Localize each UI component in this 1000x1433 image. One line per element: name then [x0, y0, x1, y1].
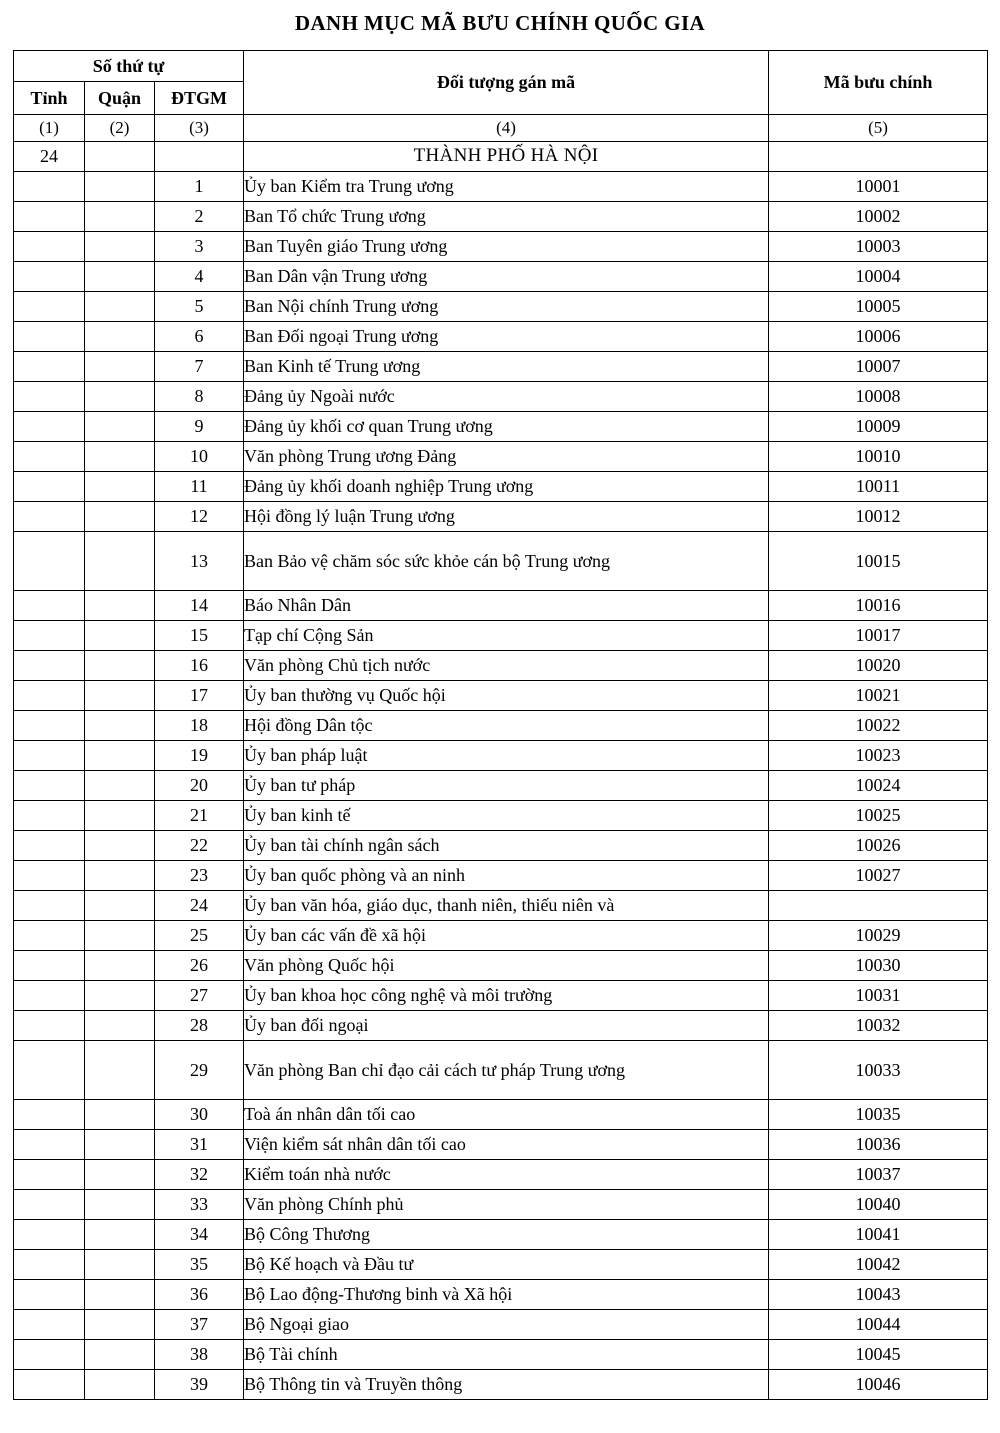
cell-ma-buu-chinh: 10044	[769, 1310, 988, 1340]
cell-tinh	[14, 322, 85, 352]
cell-doi-tuong: Kiểm toán nhà nước	[244, 1160, 769, 1190]
cell-tinh	[14, 502, 85, 532]
cell-doi-tuong: Ủy ban pháp luật	[244, 741, 769, 771]
cell-doi-tuong: Báo Nhân Dân	[244, 591, 769, 621]
cell-tinh	[14, 681, 85, 711]
table-row	[14, 1370, 988, 1400]
cell-doi-tuong: Ủy ban quốc phòng và an ninh	[244, 861, 769, 891]
cell-ma-buu-chinh: 10017	[769, 621, 988, 651]
cell-ma-buu-chinh: 10040	[769, 1190, 988, 1220]
cell-tinh	[14, 1011, 85, 1041]
column-header-doi-tuong-gan-ma: Đối tượng gán mã	[244, 51, 769, 115]
table-row	[14, 771, 988, 801]
cell-ma-buu-chinh: 10004	[769, 262, 988, 292]
cell-ma-buu-chinh: 10037	[769, 1160, 988, 1190]
cell-ma-buu-chinh: 10021	[769, 681, 988, 711]
cell-dtgm: 4	[155, 262, 244, 292]
cell-dtgm: 11	[155, 472, 244, 502]
cell-quan	[85, 1041, 155, 1100]
table-row	[14, 232, 988, 262]
cell-quan	[85, 951, 155, 981]
table-header	[14, 51, 988, 115]
cell-tinh	[14, 1041, 85, 1100]
table-row	[14, 172, 988, 202]
cell-ma-buu-chinh: 10045	[769, 1340, 988, 1370]
cell-dtgm: 38	[155, 1340, 244, 1370]
cell-dtgm: 22	[155, 831, 244, 861]
cell-quan	[85, 621, 155, 651]
cell-quan	[85, 651, 155, 681]
cell-tinh	[14, 382, 85, 412]
cell-ma-buu-chinh: 10025	[769, 801, 988, 831]
cell-doi-tuong: Viện kiểm sát nhân dân tối cao	[244, 1130, 769, 1160]
cell-ma-buu-chinh: 10012	[769, 502, 988, 532]
cell-tinh	[14, 771, 85, 801]
column-header-so-thu-tu: Số thứ tự	[14, 51, 244, 82]
cell-quan	[85, 1340, 155, 1370]
cell-dtgm: 32	[155, 1160, 244, 1190]
table-row	[14, 1130, 988, 1160]
cell-doi-tuong: Ủy ban tài chính ngân sách	[244, 831, 769, 861]
cell-tinh	[14, 801, 85, 831]
cell-dtgm: 28	[155, 1011, 244, 1041]
cell-dtgm: 39	[155, 1370, 244, 1400]
table-row	[14, 951, 988, 981]
cell-ma-buu-chinh: 10006	[769, 322, 988, 352]
cell-tinh	[14, 1250, 85, 1280]
cell-quan	[85, 352, 155, 382]
cell-tinh	[14, 1100, 85, 1130]
table-row	[14, 1280, 988, 1310]
cell-dtgm: 33	[155, 1190, 244, 1220]
cell-doi-tuong: Ủy ban khoa học công nghệ và môi trường	[244, 981, 769, 1011]
table-row	[14, 352, 988, 382]
cell-quan	[85, 981, 155, 1011]
cell-dtgm: 1	[155, 172, 244, 202]
table-row	[14, 1160, 988, 1190]
cell-quan	[85, 591, 155, 621]
table-row	[14, 322, 988, 352]
cell-tinh	[14, 891, 85, 921]
cell-ma-buu-chinh	[769, 891, 988, 921]
cell-doi-tuong: Văn phòng Chủ tịch nước	[244, 651, 769, 681]
region-code	[769, 142, 988, 172]
cell-ma-buu-chinh: 10002	[769, 202, 988, 232]
table-row	[14, 472, 988, 502]
region-name: THÀNH PHỐ HÀ NỘI	[244, 142, 769, 172]
cell-tinh	[14, 1160, 85, 1190]
cell-quan	[85, 382, 155, 412]
cell-ma-buu-chinh: 10020	[769, 651, 988, 681]
table-row	[14, 1310, 988, 1340]
cell-doi-tuong: Ủy ban thường vụ Quốc hội	[244, 681, 769, 711]
region-dtgm	[155, 142, 244, 172]
page-title: DANH MỤC MÃ BƯU CHÍNH QUỐC GIA	[294, 11, 706, 35]
cell-doi-tuong: Văn phòng Quốc hội	[244, 951, 769, 981]
cell-tinh	[14, 1280, 85, 1310]
cell-doi-tuong: Hội đồng Dân tộc	[244, 711, 769, 741]
column-header-tinh: Tỉnh	[14, 82, 85, 115]
cell-doi-tuong: Tạp chí Cộng Sản	[244, 621, 769, 651]
table-row	[14, 532, 988, 591]
cell-dtgm: 14	[155, 591, 244, 621]
cell-doi-tuong: Văn phòng Chính phủ	[244, 1190, 769, 1220]
cell-quan	[85, 502, 155, 532]
cell-dtgm: 8	[155, 382, 244, 412]
cell-quan	[85, 262, 155, 292]
cell-quan	[85, 1370, 155, 1400]
cell-dtgm: 25	[155, 921, 244, 951]
table-row	[14, 502, 988, 532]
table-row	[14, 891, 988, 921]
cell-doi-tuong: Văn phòng Ban chỉ đạo cải cách tư pháp Trung ương	[244, 1041, 769, 1100]
region-quan	[85, 142, 155, 172]
cell-dtgm: 31	[155, 1130, 244, 1160]
cell-ma-buu-chinh: 10031	[769, 981, 988, 1011]
cell-dtgm: 16	[155, 651, 244, 681]
table-row	[14, 681, 988, 711]
table-row	[14, 1250, 988, 1280]
cell-quan	[85, 202, 155, 232]
table-row	[14, 801, 988, 831]
cell-dtgm: 7	[155, 352, 244, 382]
cell-quan	[85, 1250, 155, 1280]
table-row	[14, 412, 988, 442]
cell-ma-buu-chinh: 10026	[769, 831, 988, 861]
cell-ma-buu-chinh: 10027	[769, 861, 988, 891]
cell-doi-tuong: Ban Tuyên giáo Trung ương	[244, 232, 769, 262]
cell-tinh	[14, 921, 85, 951]
cell-dtgm: 27	[155, 981, 244, 1011]
cell-quan	[85, 681, 155, 711]
cell-ma-buu-chinh: 10043	[769, 1280, 988, 1310]
cell-tinh	[14, 202, 85, 232]
cell-tinh	[14, 1190, 85, 1220]
cell-ma-buu-chinh: 10007	[769, 352, 988, 382]
cell-dtgm: 13	[155, 532, 244, 591]
column-number-4: (4)	[244, 115, 769, 142]
cell-doi-tuong: Ủy ban văn hóa, giáo dục, thanh niên, thiếu niên và	[244, 891, 769, 921]
cell-tinh	[14, 621, 85, 651]
column-number-3: (3)	[155, 115, 244, 142]
cell-quan	[85, 442, 155, 472]
cell-tinh	[14, 472, 85, 502]
cell-doi-tuong: Ban Kinh tế Trung ương	[244, 352, 769, 382]
table-row	[14, 831, 988, 861]
cell-dtgm: 2	[155, 202, 244, 232]
cell-tinh	[14, 442, 85, 472]
cell-dtgm: 37	[155, 1310, 244, 1340]
cell-tinh	[14, 412, 85, 442]
table-row	[14, 292, 988, 322]
table-row	[14, 591, 988, 621]
cell-dtgm: 19	[155, 741, 244, 771]
cell-dtgm: 12	[155, 502, 244, 532]
cell-doi-tuong: Bộ Kế hoạch và Đầu tư	[244, 1250, 769, 1280]
cell-doi-tuong: Bộ Thông tin và Truyền thông	[244, 1370, 769, 1400]
table-row	[14, 1340, 988, 1370]
cell-dtgm: 24	[155, 891, 244, 921]
cell-ma-buu-chinh: 10033	[769, 1041, 988, 1100]
cell-quan	[85, 741, 155, 771]
cell-tinh	[14, 591, 85, 621]
cell-ma-buu-chinh: 10022	[769, 711, 988, 741]
table-row	[14, 1041, 988, 1100]
cell-tinh	[14, 951, 85, 981]
cell-quan	[85, 921, 155, 951]
cell-quan	[85, 232, 155, 262]
cell-ma-buu-chinh: 10010	[769, 442, 988, 472]
cell-quan	[85, 322, 155, 352]
cell-tinh	[14, 711, 85, 741]
cell-dtgm: 6	[155, 322, 244, 352]
table-row	[14, 741, 988, 771]
cell-tinh	[14, 741, 85, 771]
cell-tinh	[14, 532, 85, 591]
cell-doi-tuong: Bộ Lao động-Thương binh và Xã hội	[244, 1280, 769, 1310]
table-row	[14, 711, 988, 741]
table-row	[14, 1011, 988, 1041]
cell-dtgm: 35	[155, 1250, 244, 1280]
cell-ma-buu-chinh: 10030	[769, 951, 988, 981]
cell-tinh	[14, 1130, 85, 1160]
cell-ma-buu-chinh: 10015	[769, 532, 988, 591]
cell-ma-buu-chinh: 10036	[769, 1130, 988, 1160]
table-row	[14, 442, 988, 472]
cell-quan	[85, 472, 155, 502]
cell-doi-tuong: Đảng ủy Ngoài nước	[244, 382, 769, 412]
table-row	[14, 202, 988, 232]
table-row	[14, 382, 988, 412]
cell-quan	[85, 801, 155, 831]
table-row	[14, 861, 988, 891]
cell-quan	[85, 1280, 155, 1310]
cell-tinh	[14, 262, 85, 292]
postal-code-table	[13, 50, 988, 1400]
cell-dtgm: 20	[155, 771, 244, 801]
cell-quan	[85, 891, 155, 921]
cell-doi-tuong: Ủy ban tư pháp	[244, 771, 769, 801]
cell-doi-tuong: Bộ Tài chính	[244, 1340, 769, 1370]
cell-ma-buu-chinh: 10003	[769, 232, 988, 262]
cell-ma-buu-chinh: 10035	[769, 1100, 988, 1130]
cell-quan	[85, 711, 155, 741]
cell-tinh	[14, 352, 85, 382]
cell-doi-tuong: Ủy ban Kiểm tra Trung ương	[244, 172, 769, 202]
cell-doi-tuong: Ủy ban các vấn đề xã hội	[244, 921, 769, 951]
table-row	[14, 1220, 988, 1250]
cell-ma-buu-chinh: 10001	[769, 172, 988, 202]
cell-doi-tuong: Hội đồng lý luận Trung ương	[244, 502, 769, 532]
table-row	[14, 621, 988, 651]
cell-dtgm: 26	[155, 951, 244, 981]
cell-ma-buu-chinh: 10046	[769, 1370, 988, 1400]
cell-doi-tuong: Văn phòng Trung ương Đảng	[244, 442, 769, 472]
cell-doi-tuong: Đảng ủy khối cơ quan Trung ương	[244, 412, 769, 442]
cell-doi-tuong: Đảng ủy khối doanh nghiệp Trung ương	[244, 472, 769, 502]
cell-doi-tuong: Bộ Công Thương	[244, 1220, 769, 1250]
cell-ma-buu-chinh: 10011	[769, 472, 988, 502]
column-number-row	[14, 115, 988, 142]
cell-tinh	[14, 1220, 85, 1250]
column-number-1: (1)	[14, 115, 85, 142]
cell-dtgm: 36	[155, 1280, 244, 1310]
cell-quan	[85, 1130, 155, 1160]
column-number-2: (2)	[85, 115, 155, 142]
region-row	[14, 142, 988, 172]
cell-tinh	[14, 232, 85, 262]
cell-dtgm: 3	[155, 232, 244, 262]
cell-tinh	[14, 1340, 85, 1370]
table-row	[14, 651, 988, 681]
cell-ma-buu-chinh: 10009	[769, 412, 988, 442]
header-row-group	[14, 51, 988, 82]
cell-doi-tuong: Ủy ban kinh tế	[244, 801, 769, 831]
column-header-quan: Quận	[85, 82, 155, 115]
cell-dtgm: 17	[155, 681, 244, 711]
cell-quan	[85, 1011, 155, 1041]
table-row	[14, 921, 988, 951]
table-row	[14, 262, 988, 292]
column-header-dtgm: ĐTGM	[155, 82, 244, 115]
cell-ma-buu-chinh: 10008	[769, 382, 988, 412]
cell-doi-tuong: Toà án nhân dân tối cao	[244, 1100, 769, 1130]
cell-dtgm: 5	[155, 292, 244, 322]
cell-ma-buu-chinh: 10024	[769, 771, 988, 801]
cell-ma-buu-chinh: 10005	[769, 292, 988, 322]
cell-doi-tuong: Ban Nội chính Trung ương	[244, 292, 769, 322]
table-row	[14, 981, 988, 1011]
cell-dtgm: 15	[155, 621, 244, 651]
cell-doi-tuong: Ban Đối ngoại Trung ương	[244, 322, 769, 352]
cell-doi-tuong: Bộ Ngoại giao	[244, 1310, 769, 1340]
cell-quan	[85, 831, 155, 861]
cell-ma-buu-chinh: 10029	[769, 921, 988, 951]
cell-quan	[85, 1220, 155, 1250]
cell-quan	[85, 532, 155, 591]
cell-ma-buu-chinh: 10032	[769, 1011, 988, 1041]
cell-quan	[85, 172, 155, 202]
cell-tinh	[14, 292, 85, 322]
cell-tinh	[14, 831, 85, 861]
cell-quan	[85, 1310, 155, 1340]
cell-quan	[85, 1190, 155, 1220]
cell-tinh	[14, 172, 85, 202]
column-header-ma-buu-chinh: Mã bưu chính	[769, 51, 988, 115]
cell-dtgm: 29	[155, 1041, 244, 1100]
table-body	[14, 115, 988, 1400]
cell-quan	[85, 1100, 155, 1130]
cell-dtgm: 30	[155, 1100, 244, 1130]
cell-dtgm: 34	[155, 1220, 244, 1250]
cell-quan	[85, 1160, 155, 1190]
region-tinh: 24	[14, 142, 85, 172]
cell-dtgm: 21	[155, 801, 244, 831]
cell-doi-tuong: Ban Tổ chức Trung ương	[244, 202, 769, 232]
cell-tinh	[14, 1310, 85, 1340]
cell-tinh	[14, 861, 85, 891]
column-number-5: (5)	[769, 115, 988, 142]
cell-ma-buu-chinh: 10042	[769, 1250, 988, 1280]
cell-tinh	[14, 1370, 85, 1400]
cell-dtgm: 18	[155, 711, 244, 741]
cell-tinh	[14, 981, 85, 1011]
cell-quan	[85, 771, 155, 801]
cell-ma-buu-chinh: 10023	[769, 741, 988, 771]
cell-quan	[85, 412, 155, 442]
cell-ma-buu-chinh: 10016	[769, 591, 988, 621]
cell-quan	[85, 861, 155, 891]
cell-doi-tuong: Ban Bảo vệ chăm sóc sức khỏe cán bộ Trung ương	[244, 532, 769, 591]
cell-doi-tuong: Ban Dân vận Trung ương	[244, 262, 769, 292]
cell-quan	[85, 292, 155, 322]
table-row	[14, 1190, 988, 1220]
cell-dtgm: 9	[155, 412, 244, 442]
cell-ma-buu-chinh: 10041	[769, 1220, 988, 1250]
cell-dtgm: 23	[155, 861, 244, 891]
cell-doi-tuong: Ủy ban đối ngoại	[244, 1011, 769, 1041]
cell-dtgm: 10	[155, 442, 244, 472]
table-row	[14, 1100, 988, 1130]
cell-tinh	[14, 651, 85, 681]
